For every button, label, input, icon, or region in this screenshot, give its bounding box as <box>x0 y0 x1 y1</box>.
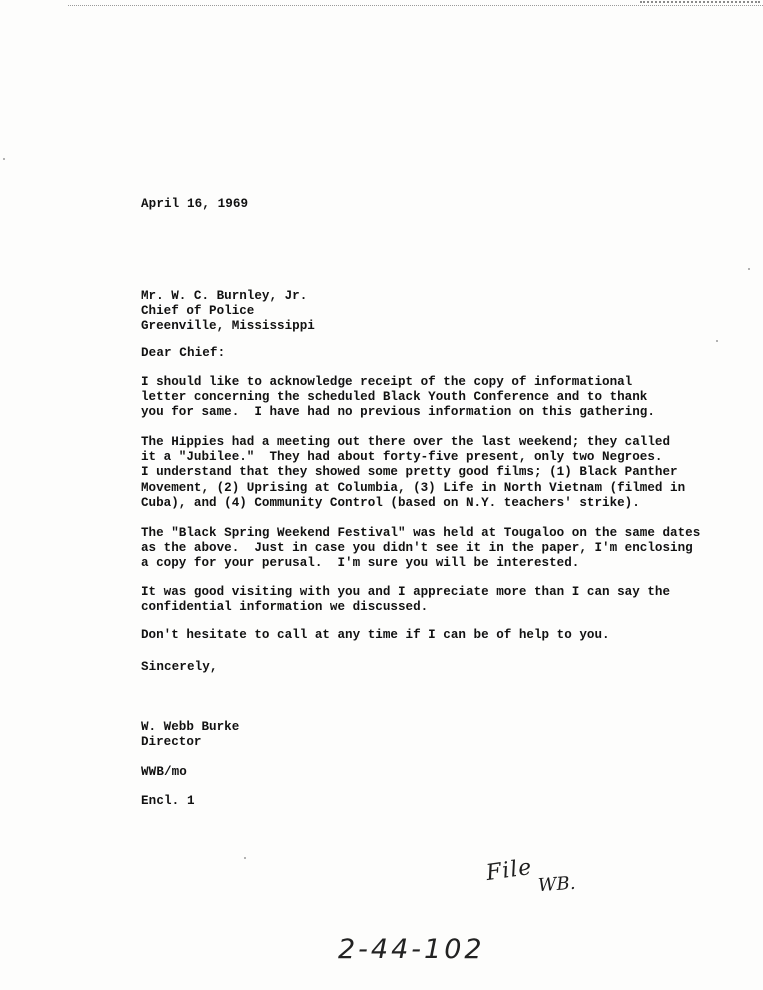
closing: Sincerely, <box>141 660 218 674</box>
recipient-city: Greenville, Mississippi <box>141 319 315 334</box>
scan-speck <box>748 268 750 270</box>
handwritten-file-number: 2-44-102 <box>338 934 485 965</box>
paragraph-line: you for same. I have had no previous information on this gathering. <box>141 405 655 420</box>
signer-title: Director <box>141 735 202 750</box>
paragraph-line: The "Black Spring Weekend Festival" was held at Tougaloo on the same dates <box>141 526 701 540</box>
paragraph-3 <box>141 526 700 572</box>
paragraph-line: a copy for your perusal. I'm sure you will be interested. <box>141 556 580 571</box>
handwritten-file-note: File <box>484 854 534 887</box>
letter-date: April 16, 1969 <box>141 197 249 211</box>
scan-speck <box>244 857 246 859</box>
recipient-name: Mr. W. C. Burnley, Jr. <box>141 289 308 303</box>
paragraph-line: Cuba), and (4) Community Control (based on N.Y. teachers' strike). <box>141 495 640 510</box>
paragraph-line: It was good visiting with you and I appreciate more than I can say the <box>141 585 671 599</box>
paragraph-2 <box>141 435 685 511</box>
scan-speck <box>3 158 5 160</box>
paragraph-line: Don't hesitate to call at any time if I can be of help to you. <box>141 628 610 642</box>
paragraph-line: Movement, (2) Uprising at Columbia, (3) Life in North Vietnam (filmed in <box>141 480 686 495</box>
handwritten-initials: WB. <box>537 872 577 897</box>
reference-initials: WWB/mo <box>141 765 187 779</box>
salutation: Dear Chief: <box>141 346 226 360</box>
scan-speck <box>716 340 718 342</box>
paragraph-4 <box>141 585 670 615</box>
signature-block <box>141 720 239 750</box>
paragraph-line: I understand that they showed some pretty good films; (1) Black Panther <box>141 465 678 480</box>
recipient-title: Chief of Police <box>141 304 255 319</box>
paragraph-1 <box>141 375 655 421</box>
recipient-address <box>141 289 315 335</box>
top-edge-rule <box>68 5 763 6</box>
paragraph-5 <box>141 628 610 643</box>
signer-name: W. Webb Burke <box>141 720 240 734</box>
paragraph-line: letter concerning the scheduled Black Youth Conference and to thank <box>141 390 648 405</box>
paragraph-line: The Hippies had a meeting out there over the last weekend; they called <box>141 435 671 449</box>
enclosure-note: Encl. 1 <box>141 794 195 808</box>
paragraph-line: I should like to acknowledge receipt of the copy of informational <box>141 375 633 389</box>
paragraph-line: confidential information we discussed. <box>141 600 429 615</box>
paragraph-line: as the above. Just in case you didn't see it in the paper, I'm enclosing <box>141 541 693 556</box>
paragraph-line: it a "Jubilee." They had about forty-five present, only two Negroes. <box>141 450 663 465</box>
top-edge-mark <box>640 1 760 3</box>
